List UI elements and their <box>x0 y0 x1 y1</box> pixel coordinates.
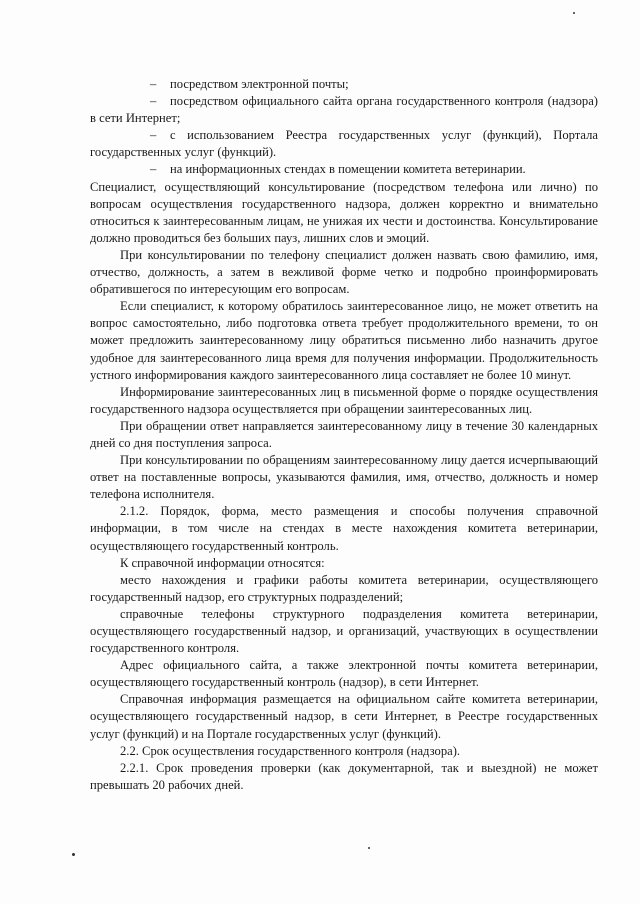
list-item-stands <box>90 161 598 178</box>
list-item-website <box>90 93 598 127</box>
list-item-registry <box>90 127 598 161</box>
section-2-1-2: 2.1.2. Порядок, форма, место размещения и способы получения справочной информации, в том числе на стендах в месте нахождения комитета ветеринарии, осуществляющего государственный контроль. <box>90 504 598 553</box>
paragraph-written-info: Информирование заинтересованных лиц в письменной форме о порядке осуществления государственного надзора осуществляется при обращении заинтересованных лиц. <box>90 384 598 416</box>
paragraph-response-time: При обращении ответ направляется заинтересованному лицу в течение 30 календарных дней со дня поступления запроса. <box>90 418 598 450</box>
document-body <box>90 76 598 794</box>
paragraph-reference-info-intro: К справочной информации относятся: <box>120 555 325 570</box>
paragraph-reference-phones: справочные телефоны структурного подразделения комитета ветеринарии, осуществляющего государственный надзор, и организаций, участвующих в осуществлении государственного контроля. <box>90 606 598 656</box>
paragraph-specialist-conduct: Специалист, осуществляющий консультирование (посредством телефона или лично) по вопросам осуществления государственного надзора, должен корректно и внимательно относиться к заинтересованным лицам, не унижая их чести и достоинства. Консультирование должно проводиться без больших пауз, лишних слов и эмоций. <box>90 179 598 245</box>
list-item-text: на информационных стендах в помещении комитета ветеринарии. <box>170 162 526 177</box>
list-dash: – <box>150 162 157 177</box>
scan-speck <box>368 847 370 849</box>
list-item-text: с использованием Реестра государственных услуг (функций), Портала государственных услуг (функций). <box>90 128 598 160</box>
scan-speck <box>573 12 575 14</box>
section-2-2-1: 2.2.1. Срок проведения проверки (как документарной, так и выездной) не может превышать 20 рабочих дней. <box>90 760 598 792</box>
paragraph-reference-placement: Справочная информация размещается на официальном сайте комитета ветеринарии, осуществляющего государственный надзор, в сети Интернет, в Реестре государственных услуг (функций) и на Портале государственных услуг (функций). <box>90 692 598 741</box>
list-item-email <box>90 76 598 93</box>
section-2-2: 2.2. Срок осуществления государственного контроля (надзора). <box>120 743 461 758</box>
list-item-text: посредством официального сайта органа государственного контроля (надзора) в сети Интернет; <box>90 94 598 126</box>
list-dash: – <box>150 128 157 143</box>
paragraph-exhaustive-answer: При консультировании по обращениям заинтересованному лицу дается исчерпывающий ответ на поставленные вопросы, указываются фамилия, имя, отчество, должность и номер телефона исполнителя. <box>90 453 598 502</box>
list-item-text: посредством электронной почты; <box>170 77 349 91</box>
scan-speck <box>72 853 75 856</box>
list-dash: – <box>150 77 157 91</box>
list-dash: – <box>150 94 157 109</box>
paragraph-unable-to-answer: Если специалист, к которому обратилось заинтересованное лицо, не может ответить на вопрос самостоятельно, либо подготовка ответа требует продолжительного времени, то он может предложить заинтересованному лицу обратиться письменно либо назначить другое удобное для заинтересованного лица время для получения информации. Продолжительность устного информирования каждого заинтересованного лица составляет не более 10 минут. <box>90 299 598 382</box>
paragraph-website-address: Адрес официального сайта, а также электронной почты комитета ветеринарии, осуществляющего государственный контроль (надзор), в сети Интернет. <box>90 658 598 690</box>
paragraph-location-schedule: место нахождения и графики работы комитета ветеринарии, осуществляющего государственный надзор, его структурных подразделений; <box>90 572 598 604</box>
paragraph-phone-consulting: При консультировании по телефону специалист должен назвать свою фамилию, имя, отчество, должность, а затем в вежливой форме четко и подробно проинформировать обратившегося по интересующим его вопросам. <box>90 247 598 297</box>
